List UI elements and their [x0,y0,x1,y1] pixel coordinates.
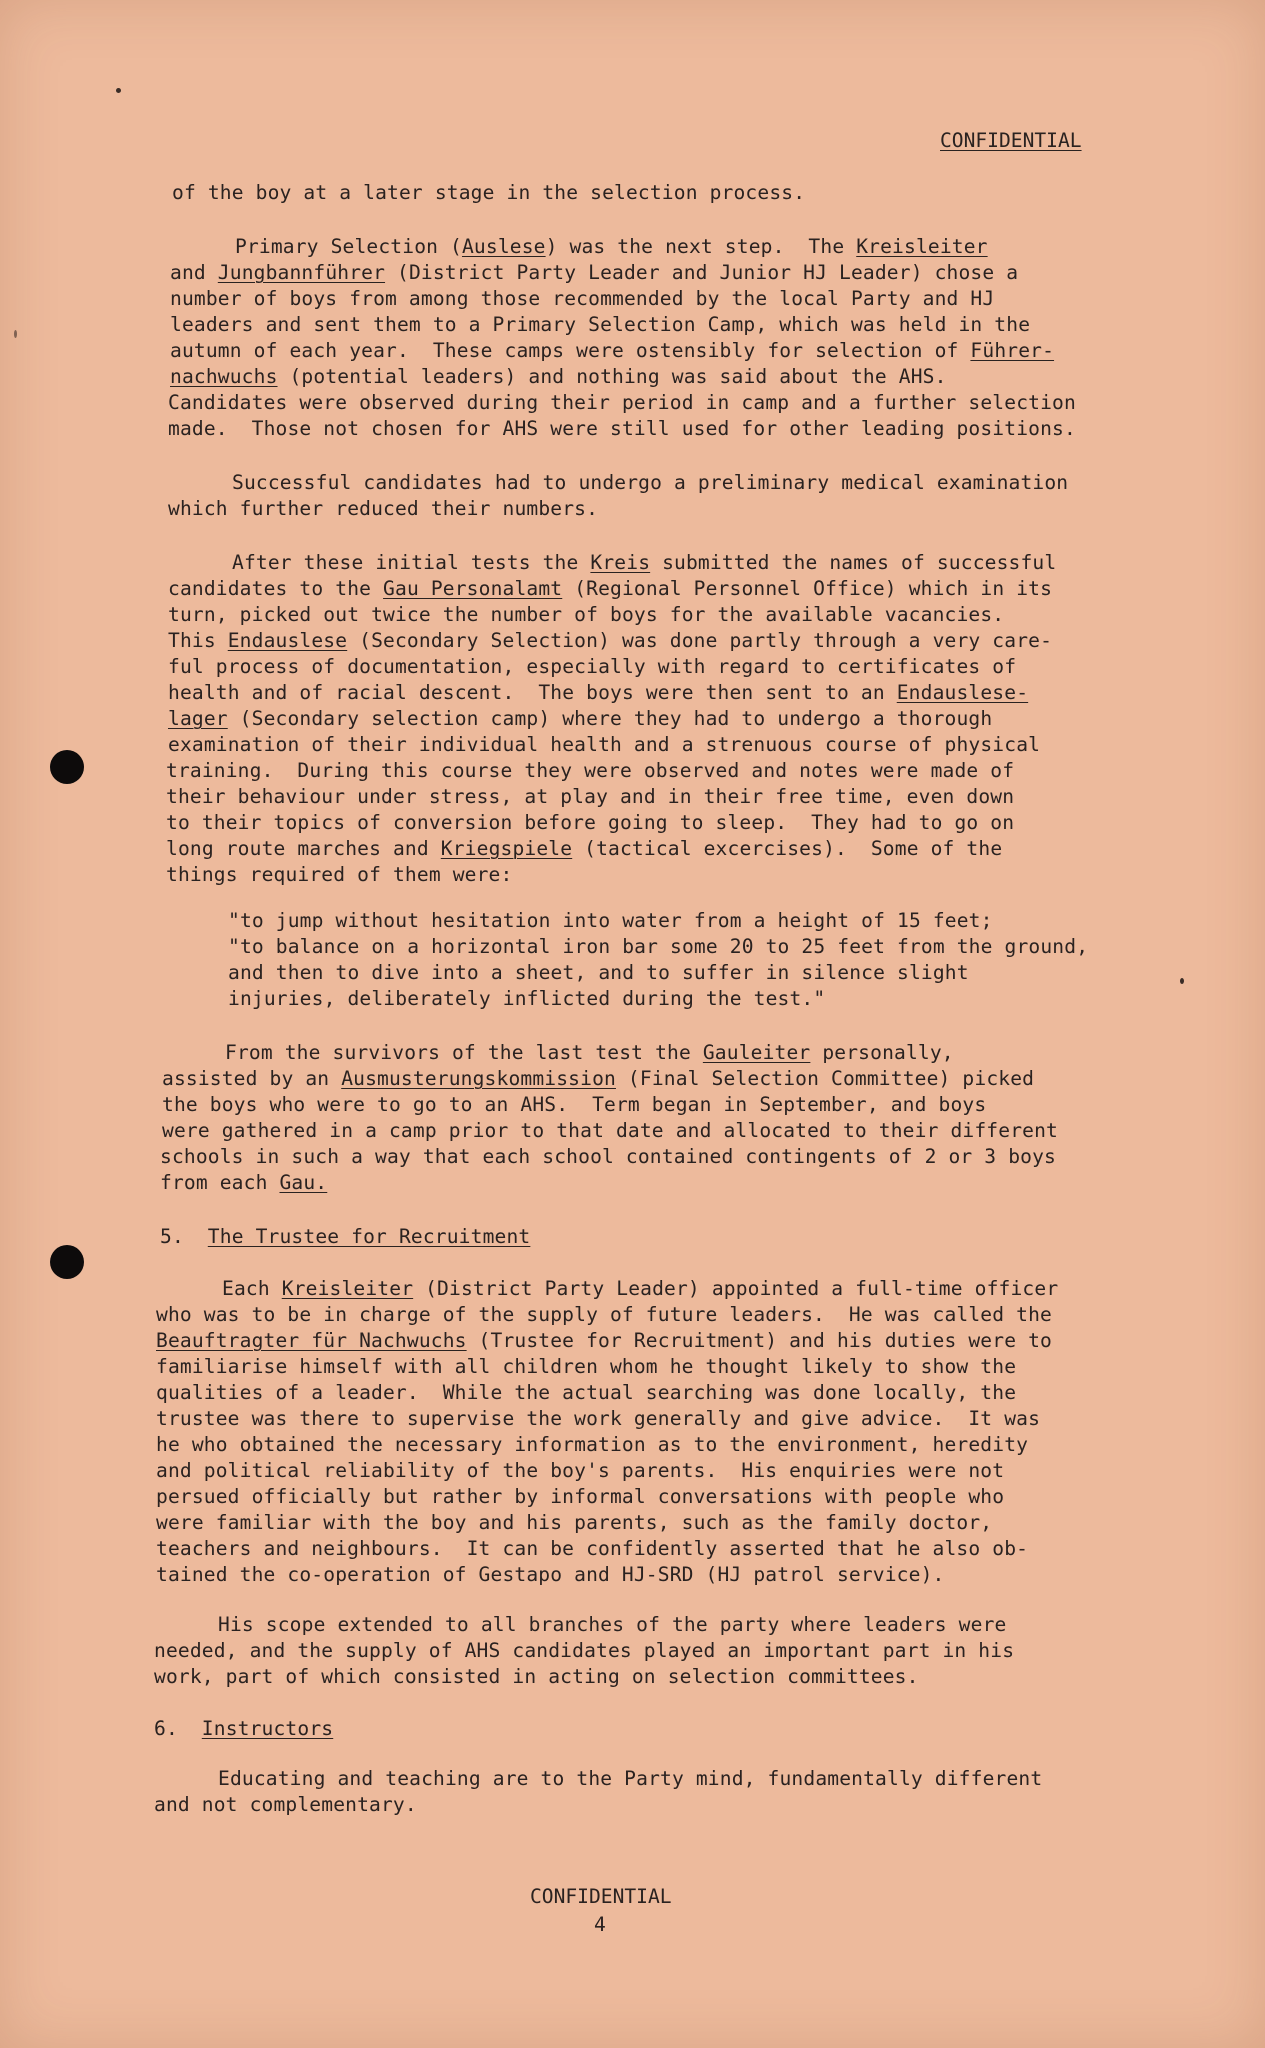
text-line [160,1144,1056,1170]
text-line [156,1458,1004,1484]
text-run: and [170,261,218,284]
underlined-term: Endauslese [227,629,348,652]
text-run: submitted the names of successful [650,551,1057,574]
confidential-footer: CONFIDENTIAL [530,1885,672,1908]
text-run: schools in such a way that each school contained contingents of 2 or 3 boys [160,1145,1056,1168]
text-run: This [168,629,228,652]
text-line [225,1040,954,1066]
text-line [218,1766,1042,1792]
text-line [170,286,994,312]
underlined-term: The Trustee for Recruitment [207,1225,531,1248]
text-line [166,758,1014,784]
text-run: things required of them were: [166,863,513,886]
underlined-term: Instructors [201,1717,334,1740]
text-line [156,1484,1004,1510]
text-line [170,260,1018,286]
text-run: 6. [154,1717,202,1740]
underlined-term: Kreisleiter [856,235,988,258]
text-run: who was to be in charge of the supply of future leaders. He was called the [156,1303,1052,1326]
text-run: the boys who were to go to an AHS. Term began in September, and boys [162,1093,987,1116]
text-line [154,1638,1014,1664]
text-line [160,1224,530,1250]
ink-speck [1180,978,1184,984]
underlined-term: Kreis [590,551,651,574]
text-line [154,1664,919,1690]
text-run: were gathered in a camp prior to that date and allocated to their different [162,1119,1058,1142]
text-run: turn, picked out twice the number of boys for the available vacancies. [168,603,1005,626]
text-run: ) was the next step. The [545,235,857,258]
text-run: number of boys from among those recommended by the local Party and HJ [170,287,995,310]
text-line [166,784,1014,810]
text-run: Primary Selection ( [235,235,462,258]
text-run: he who obtained the necessary information as to the environment, heredity [156,1433,1029,1456]
ink-speck [116,88,121,93]
text-run: Candidates were observed during their period in camp and a further selection [168,391,1076,414]
punch-hole [50,750,84,784]
text-line [170,312,1030,338]
text-line [170,364,947,390]
text-line [160,1170,327,1196]
text-run: were familiar with the boy and his parents, such as the family doctor, [156,1511,993,1534]
text-run: tained the co-operation of Gestapo and HJ-SRD (HJ patrol service). [156,1563,945,1586]
underlined-term: Gau. [279,1171,328,1194]
text-line [156,1354,1016,1380]
text-run: "to jump without hesitation into water from a height of 15 feet; [228,909,993,932]
text-line [154,1716,333,1742]
text-line [156,1510,992,1536]
text-run: persued officially but rather by informal conversations with people who [156,1485,1005,1508]
text-run: work, part of which consisted in acting on selection committees. [154,1665,919,1688]
underlined-term: Auslese [461,235,546,258]
text-line [168,706,992,732]
underlined-term: Endauslese- [896,681,1029,704]
text-run: from each [160,1171,280,1194]
text-run: (potential leaders) and nothing was said about the AHS. [277,365,947,388]
text-run: needed, and the supply of AHS candidates played an important part in his [154,1639,1015,1662]
underlined-term: lager [168,707,228,730]
text-run: Each [222,1277,282,1300]
underlined-term: Kreisleiter [281,1277,414,1300]
text-line [162,1118,1058,1144]
punch-hole [50,1245,84,1279]
text-line [228,908,993,934]
text-run: (tactical excercises). Some of the [572,837,1003,860]
text-run: assisted by an [162,1067,342,1090]
text-line [156,1302,1052,1328]
text-run: Successful candidates had to undergo a preliminary medical examination [232,471,1069,494]
text-run: (Secondary selection camp) where they had to undergo a thorough [227,707,993,730]
text-line [156,1328,1052,1354]
text-line [166,836,1002,862]
underlined-term: Kriegspiele [440,837,573,860]
text-run: (Final Selection Committee) picked [615,1067,1035,1090]
text-run: candidates to the [168,577,384,600]
text-run: Educating and teaching are to the Party mind, fundamentally different [218,1767,1043,1790]
text-run: From the survivors of the last test the [225,1041,703,1064]
text-run: personally, [810,1041,954,1064]
text-line [228,934,1088,960]
underlined-term: Führer- [970,339,1055,362]
text-line [170,338,1054,364]
text-line [218,1612,1006,1638]
text-run: (Regional Personnel Office) which in its [562,577,1053,600]
text-run: (Secondary Selection) was done partly through a very care- [347,629,1053,652]
text-run: and political reliability of the boy's parents. His enquiries were not [156,1459,1005,1482]
text-run: His scope extended to all branches of the party where leaders were [218,1613,1007,1636]
text-run: qualities of a leader. While the actual searching was done locally, the [156,1381,1017,1404]
text-run: trustee was there to supervise the work generally and give advice. It was [156,1407,1041,1430]
underlined-term: Jungbannführer [217,261,386,284]
text-line [168,496,598,522]
text-line [172,180,805,206]
text-run: injuries, deliberately inflicted during the test." [228,987,826,1010]
text-line [156,1380,1016,1406]
underlined-term: Gau Personalamt [383,577,563,600]
text-line [168,390,1076,416]
underlined-term: Beauftragter für Nachwuchs [156,1329,467,1352]
text-run: which further reduced their numbers. [168,497,599,520]
text-line [222,1276,1058,1302]
text-line [235,234,988,260]
text-run: (District Party Leader and Junior HJ Leader) chose a [385,261,1019,284]
text-line [162,1092,986,1118]
text-line [168,416,1076,442]
text-run: health and of racial descent. The boys were then sent to an [168,681,897,704]
text-run: (Trustee for Recruitment) and his duties were to [466,1329,1052,1352]
text-line [156,1536,1028,1562]
underlined-term: Ausmusterungskommission [341,1067,616,1090]
text-run: teachers and neighbours. It can be confidently asserted that he also ob- [156,1537,1029,1560]
text-run: long route marches and [166,837,441,860]
text-run: made. Those not chosen for AHS were still used for other leading positions. [168,417,1076,440]
text-line [166,862,512,888]
page-number: 4 [594,1913,606,1936]
text-line [154,1792,417,1818]
text-line [156,1562,944,1588]
ink-speck [14,330,17,338]
text-run: familiarise himself with all children whom he thought likely to show the [156,1355,1017,1378]
text-run: leaders and sent them to a Primary Selection Camp, which was held in the [170,313,1031,336]
text-line [156,1432,1028,1458]
text-run: of the boy at a later stage in the selection process. [172,181,806,204]
text-line [228,986,825,1012]
text-run: ful process of documentation, especially with regard to certificates of [168,655,1017,678]
text-line [232,470,1068,496]
underlined-term: Gauleiter [702,1041,811,1064]
text-line [168,654,1016,680]
text-line [228,960,969,986]
text-run: to their topics of conversion before going to sleep. They had to go on [166,811,1015,834]
text-run: examination of their individual health and a strenuous course of physical [168,733,1041,756]
text-run: and not complementary. [154,1793,417,1816]
text-run: autumn of each year. These camps were ostensibly for selection of [170,339,971,362]
underlined-term: nachwuchs [170,365,278,388]
text-line [168,602,1004,628]
text-line [232,550,1056,576]
text-run: After these initial tests the [232,551,591,574]
text-line [168,680,1028,706]
text-line [168,576,1052,602]
text-line [168,732,1040,758]
text-line [156,1406,1040,1432]
text-run: training. During this course they were observed and notes were made of [166,759,1015,782]
text-line [166,810,1014,836]
confidential-header: CONFIDENTIAL [940,129,1082,152]
text-run: and then to dive into a sheet, and to suffer in silence slight [228,961,969,984]
text-run: their behaviour under stress, at play and in their free time, even down [166,785,1015,808]
text-line [168,628,1052,654]
text-run: 5. [160,1225,208,1248]
text-run: (District Party Leader) appointed a full-time officer [413,1277,1059,1300]
text-run: "to balance on a horizontal iron bar some 20 to 25 feet from the ground, [228,935,1089,958]
text-line [162,1066,1034,1092]
